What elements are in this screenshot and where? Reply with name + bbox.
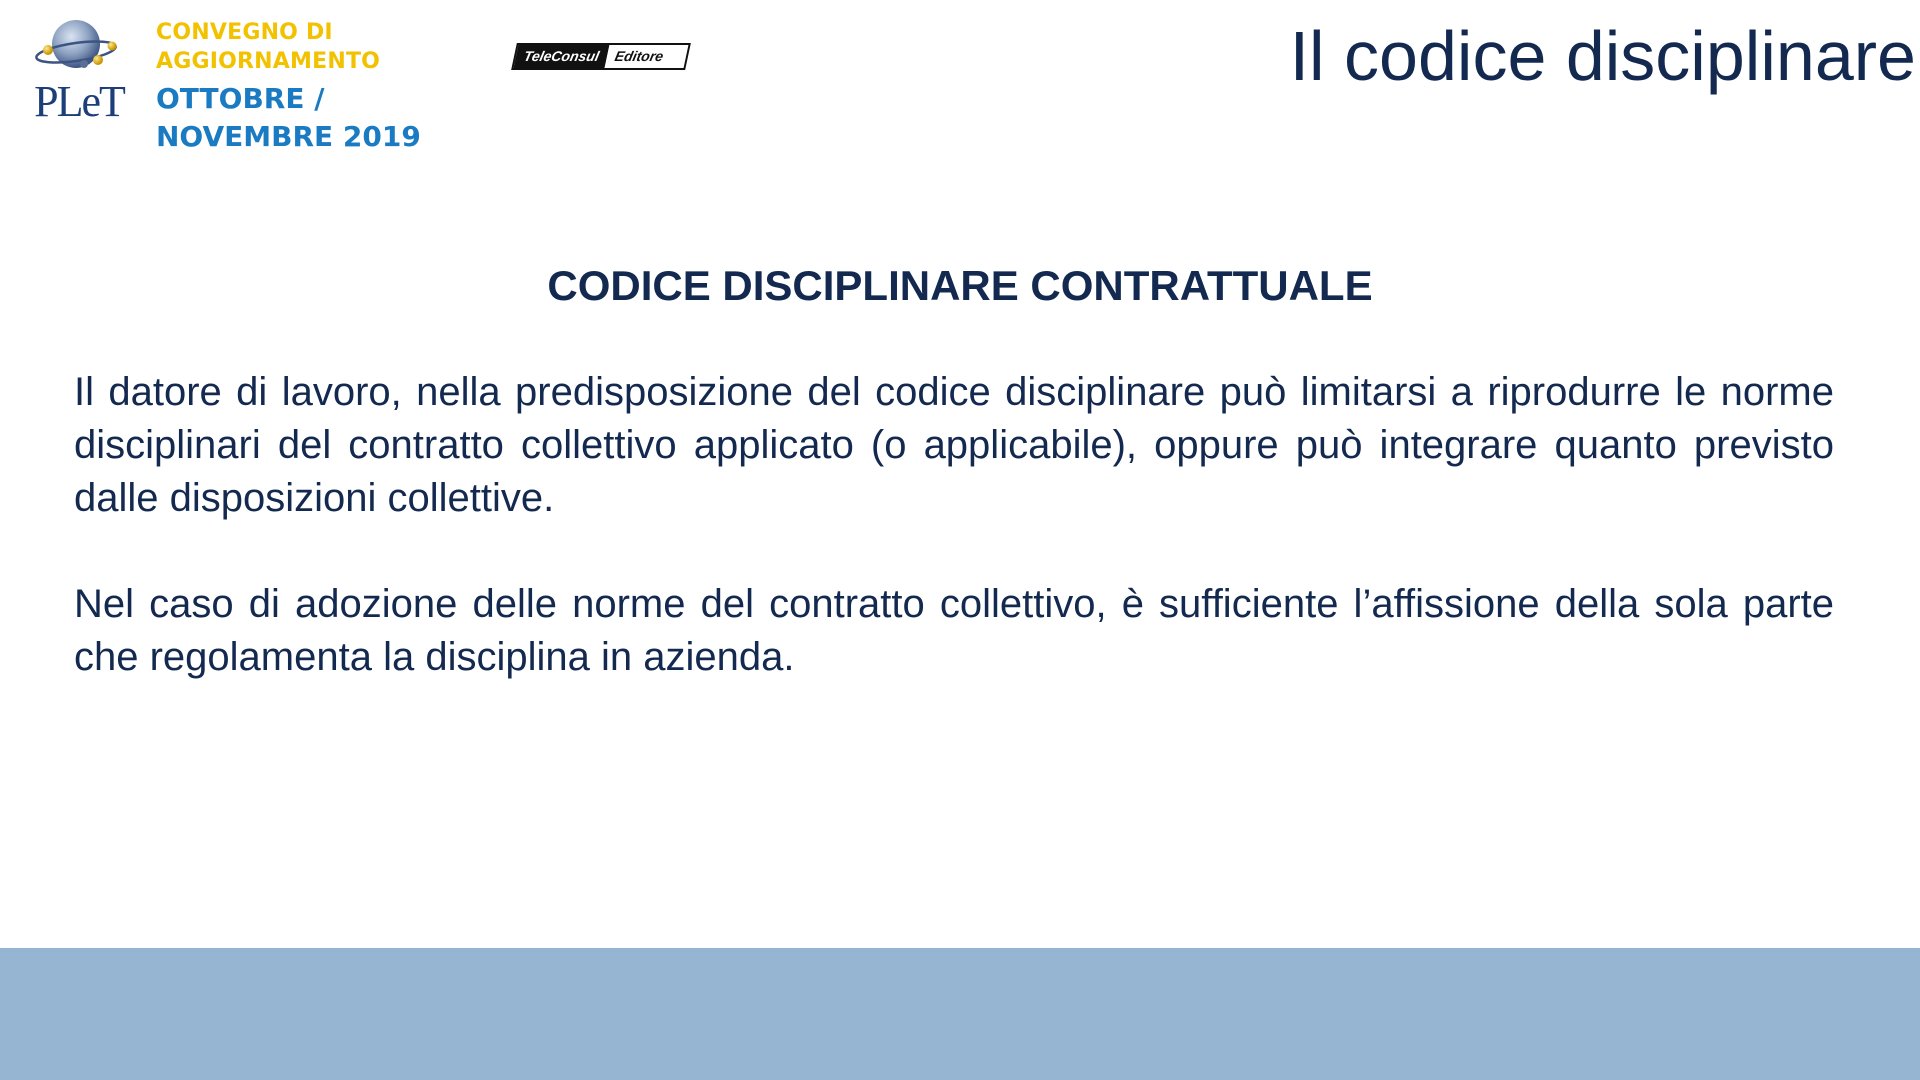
event-name: CONVEGNO DI AGGIORNAMENTO [156,20,381,74]
publisher-logo [511,43,691,70]
event-info [156,18,476,156]
logo-wordmark: PLeT [34,77,124,126]
slide-content [74,366,1834,737]
publisher-name: TeleConsul [514,45,610,68]
paragraph-1: Il datore di lavoro, nella predisposizione del codice disciplinare può limitarsi a riprodurre le norme disciplinari del contratto collettivo applicato (o applicabile), oppure può integrare quanto previsto dalle disposizioni collettive. [74,370,1834,520]
globe-logo-icon [34,16,124,86]
slide-title: Il codice disciplinare [1289,17,1916,95]
event-date: OTTOBRE / NOVEMBRE 2019 [156,82,421,153]
footer-band [0,948,1920,1080]
plet-logo [34,16,124,124]
section-heading: CODICE DISCIPLINARE CONTRATTUALE [547,262,1373,309]
paragraph-2: Nel caso di adozione delle norme del contratto collettivo, è sufficiente l’affissione della sola parte che regolamenta la disciplina in azienda. [74,582,1834,679]
publisher-label: Editore [604,45,673,68]
